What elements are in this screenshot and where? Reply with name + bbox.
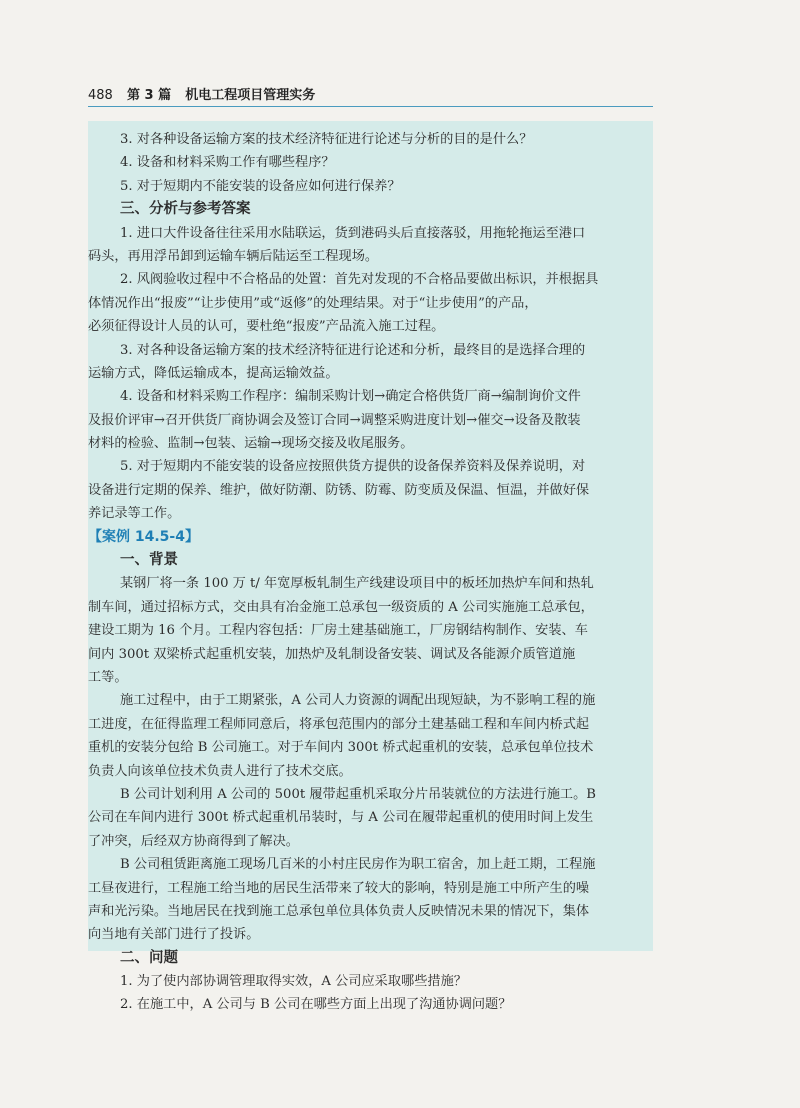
text-line: 4. 设备和材料采购工作程序：编制采购计划→确定合格供货厂商→编制询价文件 [120, 389, 581, 405]
text-line: 重机的安装分包给 B 公司施工。对于车间内 300t 桥式起重机的安装，总承包单位技术 [88, 740, 594, 756]
text-line: 体情况作出“报废”“让步使用”或“返修”的处理结果。对于“让步使用”的产品， [88, 295, 538, 311]
page-number: 488 [88, 88, 113, 103]
text-line: 负责人向该单位技术负责人进行了技术交底。 [88, 763, 352, 779]
text-line: 2. 在施工中，A 公司与 B 公司在哪些方面上出现了沟通协调问题？ [120, 997, 512, 1013]
section-heading: 二、问题 [120, 949, 178, 966]
text-line: 5. 对于短期内不能安装的设备应如何进行保养？ [120, 178, 401, 194]
text-line: 施工过程中，由于工期紧张，A 公司人力资源的调配出现短缺，为不影响工程的施 [120, 693, 596, 709]
text-line: 5. 对于短期内不能安装的设备应按照供货方提供的设备保养资料及保养说明，对 [120, 459, 586, 475]
text-line: 材料的检验、监制→包装、运输→现场交接及收尾服务。 [88, 436, 414, 452]
text-line: 2. 风阀验收过程中不合格品的处置：首先对发现的不合格品要做出标识，并根据具 [120, 272, 599, 288]
text-line: 向当地有关部门进行了投诉。 [88, 927, 260, 943]
text-line: 码头，再用浮吊卸到运输车辆后陆运至工程现场。 [88, 248, 379, 264]
text-line: 及报价评审→召开供货厂商协调会及签订合同→调整采购进度计划→催交→设备及散装 [88, 412, 581, 428]
text-line: 1. 为了使内部协调管理取得实效，A 公司应采取哪些措施？ [120, 974, 467, 990]
case-title: 【案例 14.5-4】 [88, 528, 199, 545]
text-line: 间内 300t 双梁桥式起重机安装，加热炉及轧制设备安装、调试及各能源介质管道施 [88, 646, 576, 662]
section-heading: 一、背景 [120, 552, 178, 569]
text-line: 1. 进口大件设备往往采用水陆联运，货到港码头后直接落驳，用拖轮拖运至港口 [120, 225, 586, 241]
text-line: 设备进行定期的保养、维护，做好防潮、防锈、防霉、防变质及保温、恒温，并做好保 [88, 482, 590, 498]
text-line: 运输方式，降低运输成本，提高运输效益。 [88, 365, 339, 381]
text-line: 声和光污染。当地居民在找到施工总承包单位具体负责人反映情况未果的情况下，集体 [88, 903, 590, 919]
text-line: 制车间，通过招标方式，交由具有冶金施工总承包一级资质的 A 公司实施施工总承包， [88, 599, 594, 615]
text-line: B 公司租赁距离施工现场几百米的小村庄民房作为职工宿舍，加上赶工期，工程施 [120, 857, 596, 873]
text-line: 工进度，在征得监理工程师同意后，将承包范围内的部分土建基础工程和车间内桥式起 [88, 716, 590, 732]
running-header [88, 84, 653, 107]
text-line: 工等。 [88, 669, 128, 685]
text-line: 3. 对各种设备运输方案的技术经济特征进行论述与分析的目的是什么？ [120, 132, 533, 147]
text-line: 3. 对各种设备运输方案的技术经济特征进行论述和分析，最终目的是选择合理的 [120, 342, 586, 358]
text-line: 养记录等工作。 [88, 506, 181, 522]
part-title: 机电工程项目管理实务 [185, 88, 316, 103]
text-line: 4. 设备和材料采购工作有哪些程序？ [120, 155, 335, 171]
text-line: 工昼夜进行，工程施工给当地的居民生活带来了较大的影响，特别是施工中所产生的噪 [88, 880, 590, 896]
text-line: 必须征得设计人员的认可，要杜绝“报废”产品流入施工过程。 [88, 319, 445, 335]
text-line: 某钢厂将一条 100 万 t/ 年宽厚板轧制生产线建设项目中的板坯加热炉车间和热轧 [120, 576, 594, 592]
content-body [88, 128, 650, 1017]
part-label: 第 3 篇 [126, 88, 172, 103]
text-line: 了冲突，后经双方协商得到了解决。 [88, 833, 299, 849]
text-line: B 公司计划利用 A 公司的 500t 履带起重机采取分片吊装就位的方法进行施工。B [120, 786, 596, 802]
text-line: 建设工期为 16 个月。工程内容包括：厂房土建基础施工，厂房钢结构制作、安装、车 [88, 623, 588, 639]
text-line: 公司在车间内进行 300t 桥式起重机吊装时，与 A 公司在履带起重机的使用时间上发生 [88, 810, 594, 826]
section-heading: 三、分析与参考答案 [120, 201, 251, 218]
